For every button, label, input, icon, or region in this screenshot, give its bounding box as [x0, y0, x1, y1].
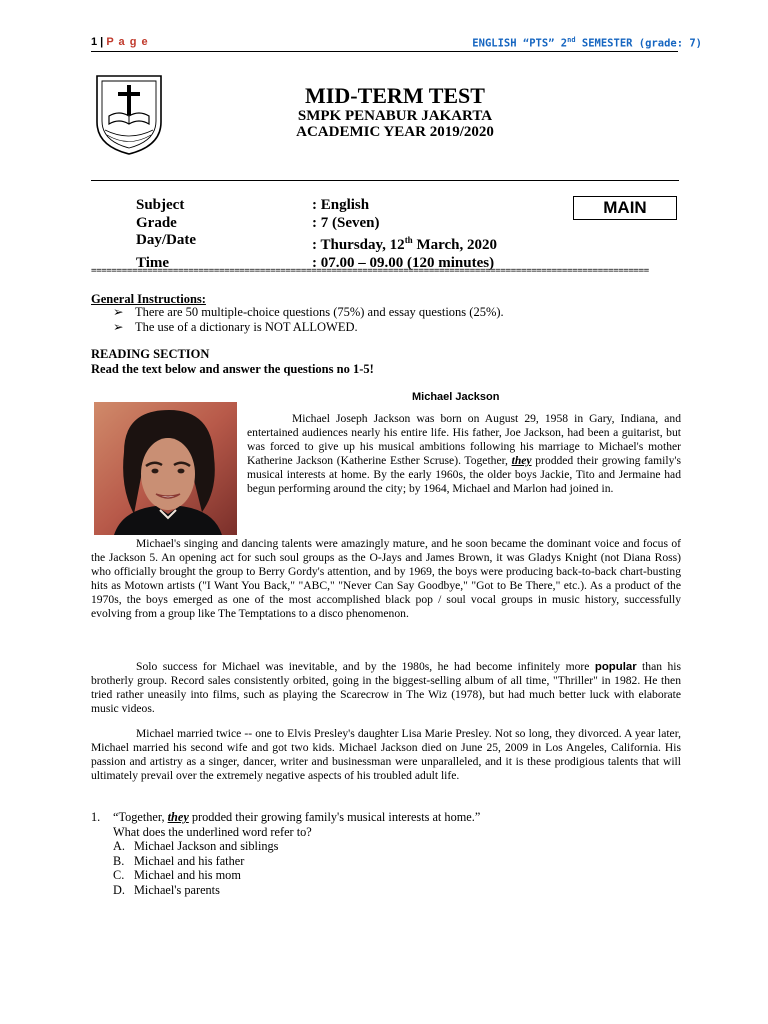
article-paragraph-1 — [247, 412, 681, 497]
instruction-item — [113, 305, 504, 320]
option-letter: D. — [113, 882, 125, 897]
p1-text-pre: Michael Joseph Jackson was born on August 29, 1958 in Gary, Indiana, and entertained audiences nearly his entire life. His father, Joe Jackson, had been a guitarist, but was forced to give up his musical ambitions following his marriage to Michael's mother Katherine Jackson (Katherine Esther Scruse). Together, — [247, 412, 681, 468]
article-paragraph-3 — [91, 660, 681, 716]
p3-text-pre: Solo success for Michael was inevitable, and by the 1980s, he had become infinitely more — [136, 660, 595, 673]
date-value-post: March, 2020 — [412, 237, 497, 253]
page-label: P a g e — [106, 36, 149, 48]
p3-bold-word: popular — [594, 661, 637, 673]
instruction-text: The use of a dictionary is NOT ALLOWED. — [135, 320, 358, 334]
grade-row — [136, 215, 497, 233]
p3-text-post: than his brotherly group. Record sales consistently orbited, going in the biggest-selling album of all time, "Thriller" in 1982. He then tried rather uneasily into films, such as playing the Scarecrow in The Wiz (1978), but had much better luck with elaborate music videos. — [91, 660, 681, 716]
header-exam-sup: nd — [567, 36, 576, 44]
option-letter: A. — [113, 839, 125, 854]
arrow-bullet-icon: ➢ — [113, 320, 124, 334]
double-rule: ============================================================================================================= — [91, 266, 649, 276]
article-title: Michael Jackson — [412, 391, 500, 403]
article-paragraph-2 — [91, 537, 681, 622]
answer-option-b[interactable] — [113, 854, 480, 869]
instructions-title: General Instructions: — [91, 292, 206, 306]
test-title-block — [230, 84, 560, 140]
test-title: MID-TERM TEST — [305, 83, 485, 108]
quote-post: prodded their growing family's musical interests at home.” — [188, 810, 481, 824]
option-text: Michael and his mom — [134, 868, 241, 883]
instruction-text: There are 50 multiple-choice questions (75%) and essay questions (25%). — [135, 305, 504, 319]
header-exam-title — [472, 36, 702, 50]
title-separator — [91, 180, 679, 181]
option-text: Michael's parents — [134, 882, 220, 897]
exam-details — [136, 197, 497, 272]
header-rule — [91, 51, 678, 52]
reading-heading: READING SECTION — [91, 347, 210, 361]
time-value: : 07.00 – 09.00 (120 minutes) — [312, 254, 495, 271]
answer-option-d[interactable] — [113, 883, 480, 898]
answer-options — [91, 839, 480, 897]
academic-year: ACADEMIC YEAR 2019/2020 — [296, 124, 494, 140]
page-number — [91, 36, 149, 48]
page-number-value: 1 — [91, 36, 98, 48]
grade-value: : 7 (Seven) — [312, 214, 380, 231]
subject-row — [136, 197, 497, 215]
page-separator: | — [97, 36, 107, 48]
date-value — [312, 232, 497, 255]
option-letter: B. — [113, 853, 125, 868]
option-text: Michael Jackson and siblings — [134, 839, 279, 854]
p2-text: Michael's singing and dancing talents were amazingly mature, and he soon became the dominant voice and focus of the Jackson 5. An opening act for such soul groups as the O-Jays and James Brown, it was Gladys Knight (not Diana Ross) who officially brought the group to Berry Gordy's attention, and by 1969, the boys were producing back-to-back chart-busting hits as Motown artists ("I Want You Back," "ABC," "Never Can Say Goodbye," "Got to Be There," etc.). As a product of the 1970s, the boys emerged as one of the most accomplished black pop / soul vocal groups in music history, successfully evolving from a group like The Temptations to a disco phenomenon. — [91, 537, 681, 621]
subject-label: Subject — [136, 197, 185, 213]
instruction-item — [113, 320, 504, 335]
instructions-list — [113, 305, 504, 335]
option-letter: C. — [113, 868, 125, 883]
header-exam-suffix: SEMESTER (grade: 7) — [575, 37, 702, 50]
p1-underlined-word: they — [511, 454, 532, 468]
date-value-pre: : Thursday, 12 — [312, 237, 405, 253]
question-quote — [113, 810, 480, 825]
date-value-sup: th — [404, 235, 413, 245]
reading-section — [91, 347, 374, 377]
question-prompt: What does the underlined word refer to? — [113, 824, 312, 839]
header-exam-prefix: ENGLISH “PTS” 2 — [472, 37, 568, 50]
date-row — [136, 232, 497, 255]
subject-value: : English — [312, 197, 370, 213]
reading-instruction: Read the text below and answer the questions no 1-5! — [91, 362, 374, 376]
quote-underlined-word: they — [167, 810, 189, 824]
option-text: Michael and his father — [134, 853, 245, 868]
answer-option-a[interactable] — [113, 839, 480, 854]
school-name: SMPK PENABUR JAKARTA — [297, 108, 493, 124]
date-label: Day/Date — [136, 232, 196, 248]
arrow-bullet-icon: ➢ — [113, 305, 124, 319]
time-label: Time — [136, 254, 170, 271]
p4-text: Michael married twice -- one to Elvis Presley's daughter Lisa Marie Presley. Not so long, they divorced. A year later, Michael married his second wife and got two kids. Michael Jackson died on June 25, 2009 in Los Angeles, California. His passion and artistry as a singer, dancer, writer and businessman were unparalleled, and it is these prodigious talents that will ultimately prevail over the extremely negative aspects of his troubled adult life. — [91, 727, 681, 783]
school-crest-icon — [91, 72, 167, 156]
article-paragraph-4 — [91, 727, 681, 783]
main-badge: MAIN — [573, 196, 677, 220]
p1-text-post: prodded their growing family's musical interests at home. By the early 1960s, the older boys Jackie, Tito and Jermaine had begun performing around the city; by 1964, Michael and Marlon had joined in. — [247, 454, 682, 496]
question-1 — [91, 810, 480, 898]
question-number: 1. — [91, 810, 101, 824]
quote-pre: “Together, — [113, 810, 168, 824]
question-stem — [91, 810, 480, 825]
answer-option-c[interactable] — [113, 868, 480, 883]
portrait-photo — [94, 402, 237, 535]
grade-label: Grade — [136, 214, 177, 231]
